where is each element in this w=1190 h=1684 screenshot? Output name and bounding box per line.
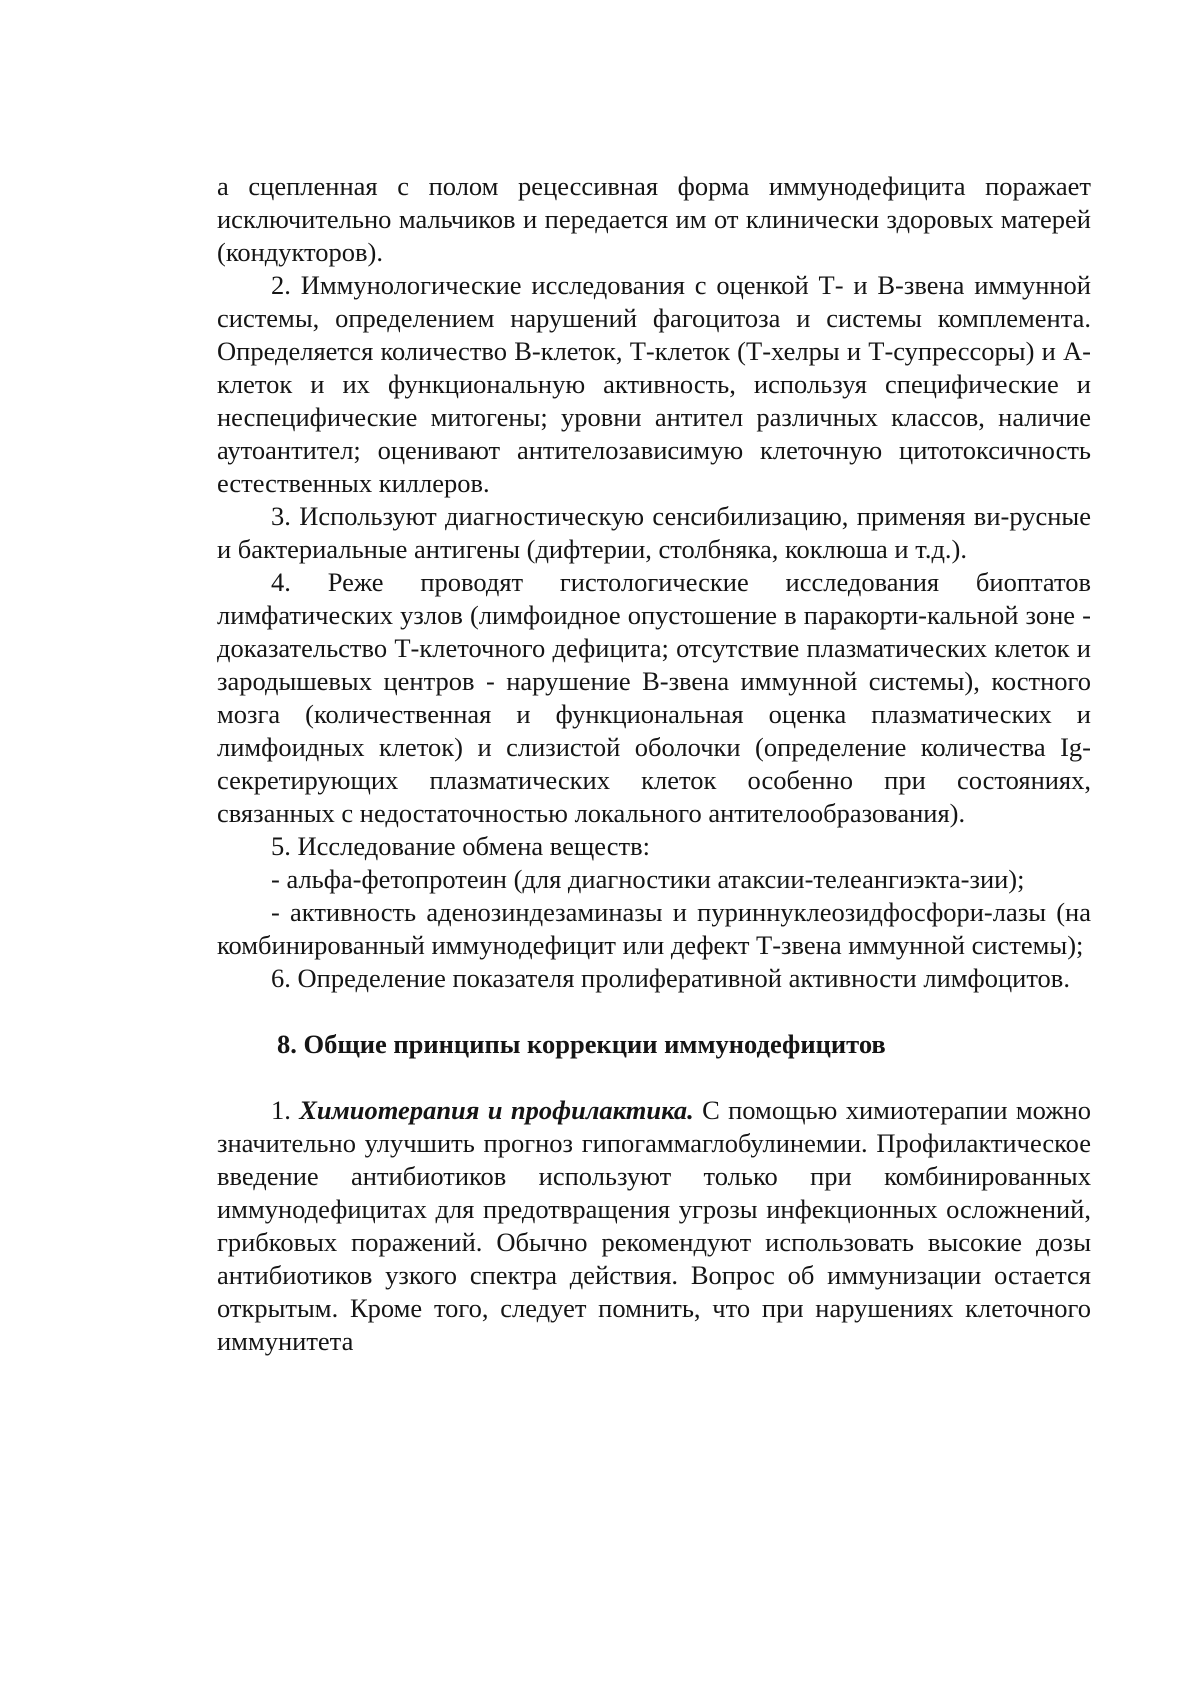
paragraph-immunological-studies: 2. Иммунологические исследования с оценкой Т- и В-звена иммунной системы, определением нарушений фагоцитоза и системы комплемента. Определяется количество В-клеток, Т-клеток (Т-хелры и Т-супрессоры) и А-клеток и их функциональную активность, используя специфические и неспецифические митогены; уровни антител различных классов, наличие аутоантител; оценивают антителозависимую клеточную цитотоксичность естественных киллеров. [217,270,1091,498]
item-number: 1. [271,1095,300,1125]
section-heading: 8. Общие принципы коррекции иммунодефицитов [277,1029,886,1059]
paragraph-histology: 4. Реже проводят гистологические исследования биоптатов лимфатических узлов (лимфоидное опустошение в паракорти-кальной зоне - доказательство Т-клеточного дефицита; отсутствие плазматических клеток и зародышевых центров - нарушение В-звена иммунной системы), костного мозга (количественная и функциональная оценка плазматических и лимфоидных клеток) и слизистой оболочки (определение количества Ig-секретирующих плазматических клеток особенно при состояниях, связанных с недостаточностью локального антителообразования). [217,567,1091,828]
paragraph-diagnostic-sensitization: 3. Используют диагностическую сенсибилизацию, применяя ви-русные и бактериальные антигены (дифтерии, столбняка, коклюша и т.д.). [217,501,1091,564]
paragraph-chemotherapy [217,1094,1091,1358]
paragraph-alpha-fetoprotein: - альфа-фетопротеин (для диагностики атаксии-телеангиэкта-зии); [271,864,1025,894]
paragraph-metabolism: 5. Исследование обмена веществ: [271,831,650,861]
item-title: Химиотерапия и профилактика. [299,1095,694,1125]
paragraph-adenosine-deaminase: - активность аденозиндезаминазы и пуриннуклеозидфосфори-лазы (на комбинированный иммунодефицит или дефект Т-звена иммунной системы); [217,897,1091,960]
item-text: С помощью химиотерапии можно значительно улучшить прогноз гипогаммаглобулинемии. Профилактическое введение антибиотиков используют только при комбинированных иммунодефицитах для предотвращения угрозы инфекционных осложнений, грибковых поражений. Обычно рекомендуют использовать высокие дозы антибиотиков узкого спектра действия. Вопрос об иммунизации остается открытым. Кроме того, следует помнить, что при нарушениях клеточного иммунитета [217,1095,1091,1356]
page-text [217,170,1091,1358]
paragraph-continuation: а сцепленная с полом рецессивная форма иммунодефицита поражает исключительно мальчиков и передается им от клинически здоровых матерей (кондукторов). [217,171,1091,267]
paragraph-proliferative-activity: 6. Определение показателя пролиферативной активности лимфоцитов. [271,963,1070,993]
